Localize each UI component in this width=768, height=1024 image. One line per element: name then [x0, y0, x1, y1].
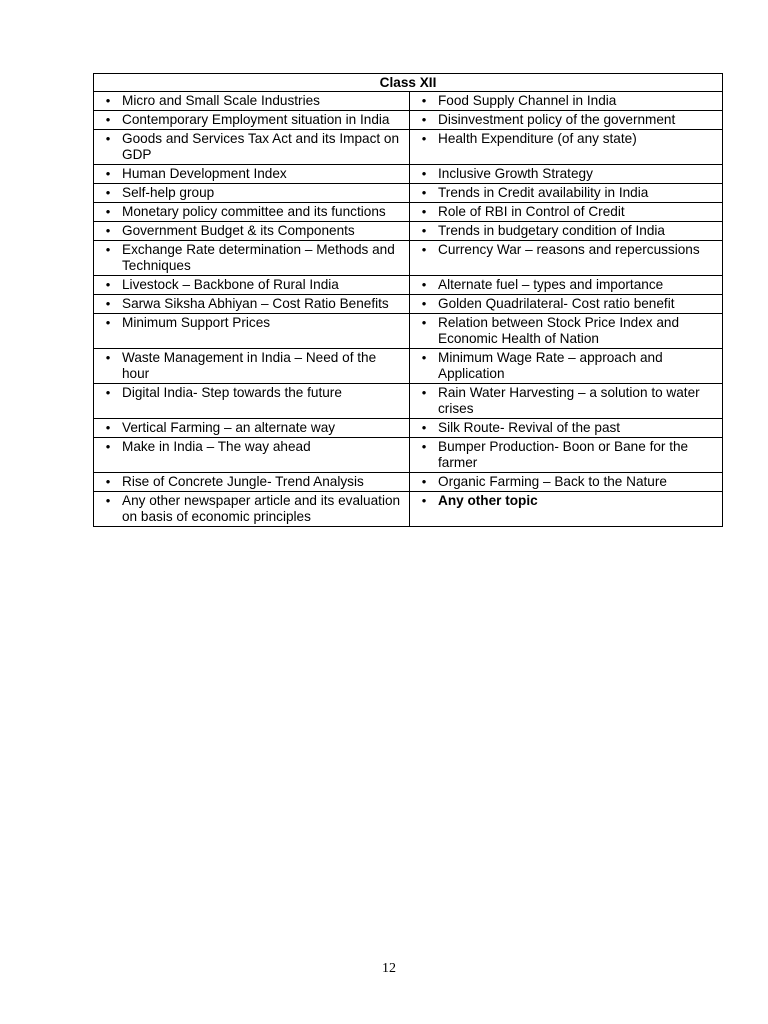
topic-text: Currency War – reasons and repercussions [438, 242, 700, 257]
topic-cell-right [410, 241, 723, 276]
topic-cell-right [410, 349, 723, 384]
table-row [94, 203, 723, 222]
topic-text: Monetary policy committee and its functions [122, 204, 386, 219]
bullet-icon: • [421, 350, 427, 365]
topic-text: Minimum Support Prices [122, 315, 271, 330]
topic-cell-left [94, 276, 410, 295]
table-title: Class XII [94, 74, 723, 92]
topic-text: Vertical Farming – an alternate way [122, 420, 336, 435]
topic-cell-left [94, 314, 410, 349]
topic-cell-left [94, 473, 410, 492]
table-header-row [94, 74, 723, 92]
topic-text: Golden Quadrilateral- Cost ratio benefit [438, 296, 675, 311]
topic-cell-right [410, 222, 723, 241]
topic-cell-left [94, 130, 410, 165]
topic-text: Government Budget & its Components [122, 223, 355, 238]
bullet-icon: • [421, 420, 427, 435]
topic-cell-left [94, 184, 410, 203]
topic-text: Self-help group [122, 185, 215, 200]
bullet-icon: • [105, 131, 111, 146]
topic-text: Disinvestment policy of the government [438, 112, 676, 127]
topic-text: Minimum Wage Rate – approach and Application [438, 350, 663, 381]
topic-text: Goods and Services Tax Act and its Impact on GDP [122, 131, 400, 162]
topic-cell-left [94, 165, 410, 184]
topic-cell-right [410, 165, 723, 184]
topic-cell-left [94, 111, 410, 130]
table-row [94, 419, 723, 438]
topic-text: Organic Farming – Back to the Nature [438, 474, 667, 489]
topic-text: Inclusive Growth Strategy [438, 166, 593, 181]
bullet-icon: • [421, 277, 427, 292]
bullet-icon: • [421, 296, 427, 311]
table-row [94, 349, 723, 384]
bullet-icon: • [105, 439, 111, 454]
bullet-icon: • [421, 223, 427, 238]
bullet-icon: • [421, 131, 427, 146]
bullet-icon: • [421, 242, 427, 257]
topic-cell-right [410, 314, 723, 349]
topic-cell-right [410, 203, 723, 222]
bullet-icon: • [105, 385, 111, 400]
topic-cell-right [410, 438, 723, 473]
topic-text: Exchange Rate determination – Methods and Techniques [122, 242, 395, 273]
topic-cell-right [410, 130, 723, 165]
topic-text: Silk Route- Revival of the past [438, 420, 621, 435]
table-body [94, 92, 723, 527]
topic-text: Any other topic [438, 493, 538, 508]
table-row [94, 92, 723, 111]
topic-text: Any other newspaper article and its evaluation on basis of economic principles [122, 493, 401, 524]
page-number: 12 [382, 961, 396, 976]
topic-text: Alternate fuel – types and importance [438, 277, 664, 292]
bullet-icon: • [105, 296, 111, 311]
table-row [94, 130, 723, 165]
bullet-icon: • [421, 385, 427, 400]
topic-text: Rise of Concrete Jungle- Trend Analysis [122, 474, 364, 489]
topic-cell-left [94, 295, 410, 314]
topic-cell-right [410, 111, 723, 130]
topic-cell-left [94, 92, 410, 111]
bullet-icon: • [105, 315, 111, 330]
bullet-icon: • [421, 493, 427, 508]
topic-text: Trends in Credit availability in India [438, 185, 649, 200]
topic-text: Make in India – The way ahead [122, 439, 311, 454]
bullet-icon: • [105, 166, 111, 181]
topic-cell-right [410, 384, 723, 419]
topic-cell-left [94, 419, 410, 438]
topic-cell-left [94, 438, 410, 473]
bullet-icon: • [105, 204, 111, 219]
topic-cell-left [94, 222, 410, 241]
topic-text: Livestock – Backbone of Rural India [122, 277, 339, 292]
topic-text: Bumper Production- Boon or Bane for the farmer [438, 439, 689, 470]
topic-text: Trends in budgetary condition of India [438, 223, 665, 238]
table-row [94, 241, 723, 276]
bullet-icon: • [105, 493, 111, 508]
topic-cell-left [94, 384, 410, 419]
topic-cell-right [410, 419, 723, 438]
bullet-icon: • [421, 166, 427, 181]
topic-cell-left [94, 349, 410, 384]
bullet-icon: • [421, 474, 427, 489]
table-row [94, 276, 723, 295]
table-row [94, 295, 723, 314]
bullet-icon: • [421, 185, 427, 200]
topic-cell-right [410, 276, 723, 295]
bullet-icon: • [421, 315, 427, 330]
topic-text: Sarwa Siksha Abhiyan – Cost Ratio Benefits [122, 296, 389, 311]
topic-cell-right [410, 295, 723, 314]
bullet-icon: • [105, 474, 111, 489]
bullet-icon: • [105, 242, 111, 257]
table-row [94, 314, 723, 349]
topic-text: Health Expenditure (of any state) [438, 131, 637, 146]
topic-cell-right [410, 492, 723, 527]
topic-text: Human Development Index [122, 166, 287, 181]
table-row [94, 438, 723, 473]
bullet-icon: • [421, 93, 427, 108]
topic-text: Rain Water Harvesting – a solution to water crises [438, 385, 700, 416]
topic-text: Role of RBI in Control of Credit [438, 204, 625, 219]
table-row [94, 384, 723, 419]
bullet-icon: • [421, 204, 427, 219]
topic-cell-right [410, 473, 723, 492]
table-row [94, 111, 723, 130]
bullet-icon: • [105, 223, 111, 238]
bullet-icon: • [421, 439, 427, 454]
topic-text: Contemporary Employment situation in India [122, 112, 390, 127]
topic-text: Relation between Stock Price Index and Economic Health of Nation [438, 315, 680, 346]
bullet-icon: • [105, 185, 111, 200]
project-topics-table [93, 73, 723, 527]
topic-cell-left [94, 203, 410, 222]
topic-text: Digital India- Step towards the future [122, 385, 342, 400]
topic-cell-left [94, 492, 410, 527]
table-row [94, 492, 723, 527]
bullet-icon: • [421, 112, 427, 127]
bullet-icon: • [105, 112, 111, 127]
table-row [94, 473, 723, 492]
bullet-icon: • [105, 350, 111, 365]
topic-cell-right [410, 92, 723, 111]
bullet-icon: • [105, 420, 111, 435]
topic-cell-left [94, 241, 410, 276]
topic-text: Micro and Small Scale Industries [122, 93, 320, 108]
bullet-icon: • [105, 93, 111, 108]
table-row [94, 222, 723, 241]
bullet-icon: • [105, 277, 111, 292]
table-row [94, 165, 723, 184]
topic-cell-right [410, 184, 723, 203]
table-row [94, 184, 723, 203]
topic-text: Food Supply Channel in India [438, 93, 617, 108]
topic-text: Waste Management in India – Need of the hour [122, 350, 377, 381]
